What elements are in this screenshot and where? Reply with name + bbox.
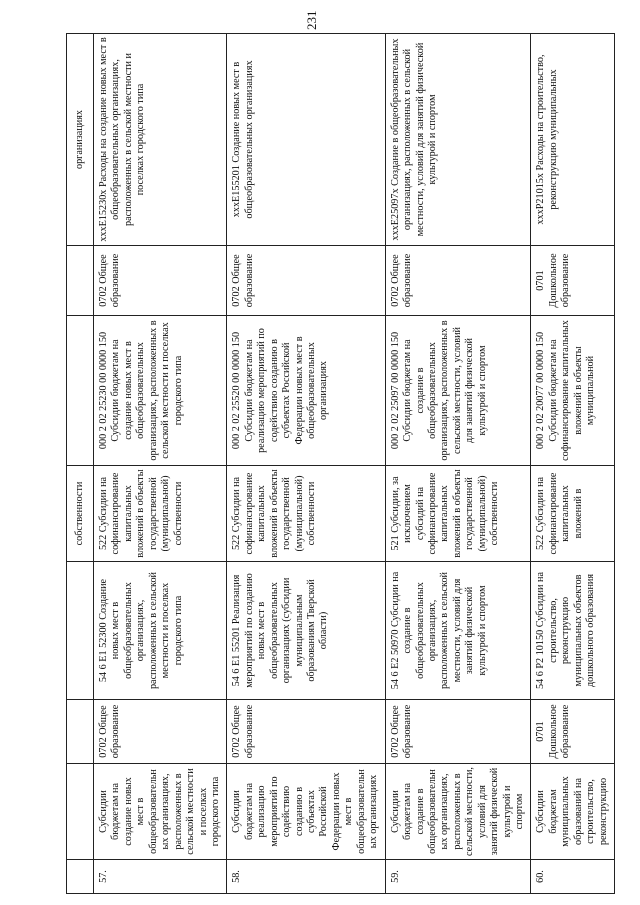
header-cell-target xyxy=(67,562,94,700)
header-cell-section xyxy=(67,700,94,764)
row-number: 60. xyxy=(531,860,615,894)
header-cell-name xyxy=(67,764,94,860)
row-target2: xxxР21015х Расходы на строительство, реконструкцию муниципальных xyxy=(531,34,615,246)
row-target: 54 6 Е2 50970 Субсидии на создание в общеобразовательных организациях, расположенных в сельской местности, условий для занятий физической культурой и спортом xyxy=(385,562,531,700)
table-row xyxy=(385,34,531,894)
row-target: 54 6 Р2 10150 Субсидии на строительство, реконструкцию муниципальных объектов дошкольного образования xyxy=(531,562,615,700)
row-revenue-code: 000 2 02 25520 00 0000 150 Субсидии бюджетам на реализацию мероприятий по содействию созданию в субъектах Российской Федерации новых мест в общеобразовательных организациях xyxy=(227,316,385,466)
header-cell-num xyxy=(67,860,94,894)
table-row xyxy=(227,34,385,894)
row-section2: 0702 Общее образование xyxy=(94,246,227,316)
row-name: Субсидии бюджетам на создание в общеобразовательных организациях, расположенных в сельской местности, условий для занятий физической культурой и спортом xyxy=(385,764,531,860)
row-name: Субсидии бюджетам на реализацию мероприятий по содействию созданию в субъектах Российской Федерации новых мест в общеобразовательных организациях xyxy=(227,764,385,860)
row-section: 0702 Общее образование xyxy=(227,700,385,764)
row-expense-type: 522 Субсидии на софинансирование капитальных вложений в объекты государственной (муниципальной) собственности xyxy=(227,466,385,562)
header-row xyxy=(67,34,94,894)
row-section2: 0701 Дошкольное образование xyxy=(531,246,615,316)
row-section2: 0702 Общее образование xyxy=(227,246,385,316)
header-cell-revenue-code xyxy=(67,316,94,466)
row-target: 54 6 Е1 52300 Создание новых мест в общеобразовательных организациях, расположенных в сельской местности и поселках городского типа xyxy=(94,562,227,700)
row-expense-type: 521 Субсидии, за исключением субсидий на софинансирование капитальных вложений в объекты государственной (муниципальной) собственности xyxy=(385,466,531,562)
budget-table xyxy=(66,33,615,894)
row-target: 54 6 Е1 55201 Реализация мероприятий по созданию новых мест в общеобразовательных организациях (субсидии муниципальным образованиям Тверской области) xyxy=(227,562,385,700)
row-number: 59. xyxy=(385,860,531,894)
row-number: 57. xyxy=(94,860,227,894)
row-expense-type: 522 Субсидии на софинансирование капитальных вложений в объекты государственной (муниципальной) собственности xyxy=(94,466,227,562)
row-revenue-code: 000 2 02 20077 00 0000 150 Субсидии бюджетам на софинансирование капитальных вложений в объекты муниципальной xyxy=(531,316,615,466)
row-name: Субсидии бюджетам муниципальных образований на строительство, реконструкцию xyxy=(531,764,615,860)
row-name: Субсидии бюджетам на создание новых мест в общеобразовательных организациях, расположенных в сельской местности и поселках городского типа xyxy=(94,764,227,860)
row-section2: 0702 Общее образование xyxy=(385,246,531,316)
rotated-table-container xyxy=(66,34,609,894)
row-section: 0701 Дошкольное образование xyxy=(531,700,615,764)
page-number: 231 xyxy=(304,10,319,30)
row-target2: xxxЕ15230х Расходы на создание новых мест в общеобразовательных организациях, расположенных в сельской местности и поселках городского типа xyxy=(94,34,227,246)
row-revenue-code: 000 2 02 25097 00 0000 150 Субсидии бюджетам на создание в общеобразовательных организациях, расположенных в сельской местности, условий для занятий физической культурой и спортом xyxy=(385,316,531,466)
table-row xyxy=(531,34,615,894)
row-revenue-code: 000 2 02 25230 00 0000 150 Субсидии бюджетам на создание новых мест в общеобразовательных организациях, расположенных в сельской местности и поселках городского типа xyxy=(94,316,227,466)
table-row xyxy=(94,34,227,894)
row-expense-type: 522 Субсидии на софинансирование капитальных вложений в xyxy=(531,466,615,562)
header-cell-target2: организациях xyxy=(67,34,94,246)
row-number: 58. xyxy=(227,860,385,894)
row-target2: xxxЕ25097х Создание в общеобразовательных организациях, расположенных в сельской местности, условий для занятий физической культурой и спортом xyxy=(385,34,531,246)
row-section: 0702 Общее образование xyxy=(385,700,531,764)
header-cell-section2 xyxy=(67,246,94,316)
header-cell-expense-type: собственности xyxy=(67,466,94,562)
row-section: 0702 Общее образование xyxy=(94,700,227,764)
row-target2: xxxЕ155201 Создание новых мест в общеобразовательных организациях xyxy=(227,34,385,246)
